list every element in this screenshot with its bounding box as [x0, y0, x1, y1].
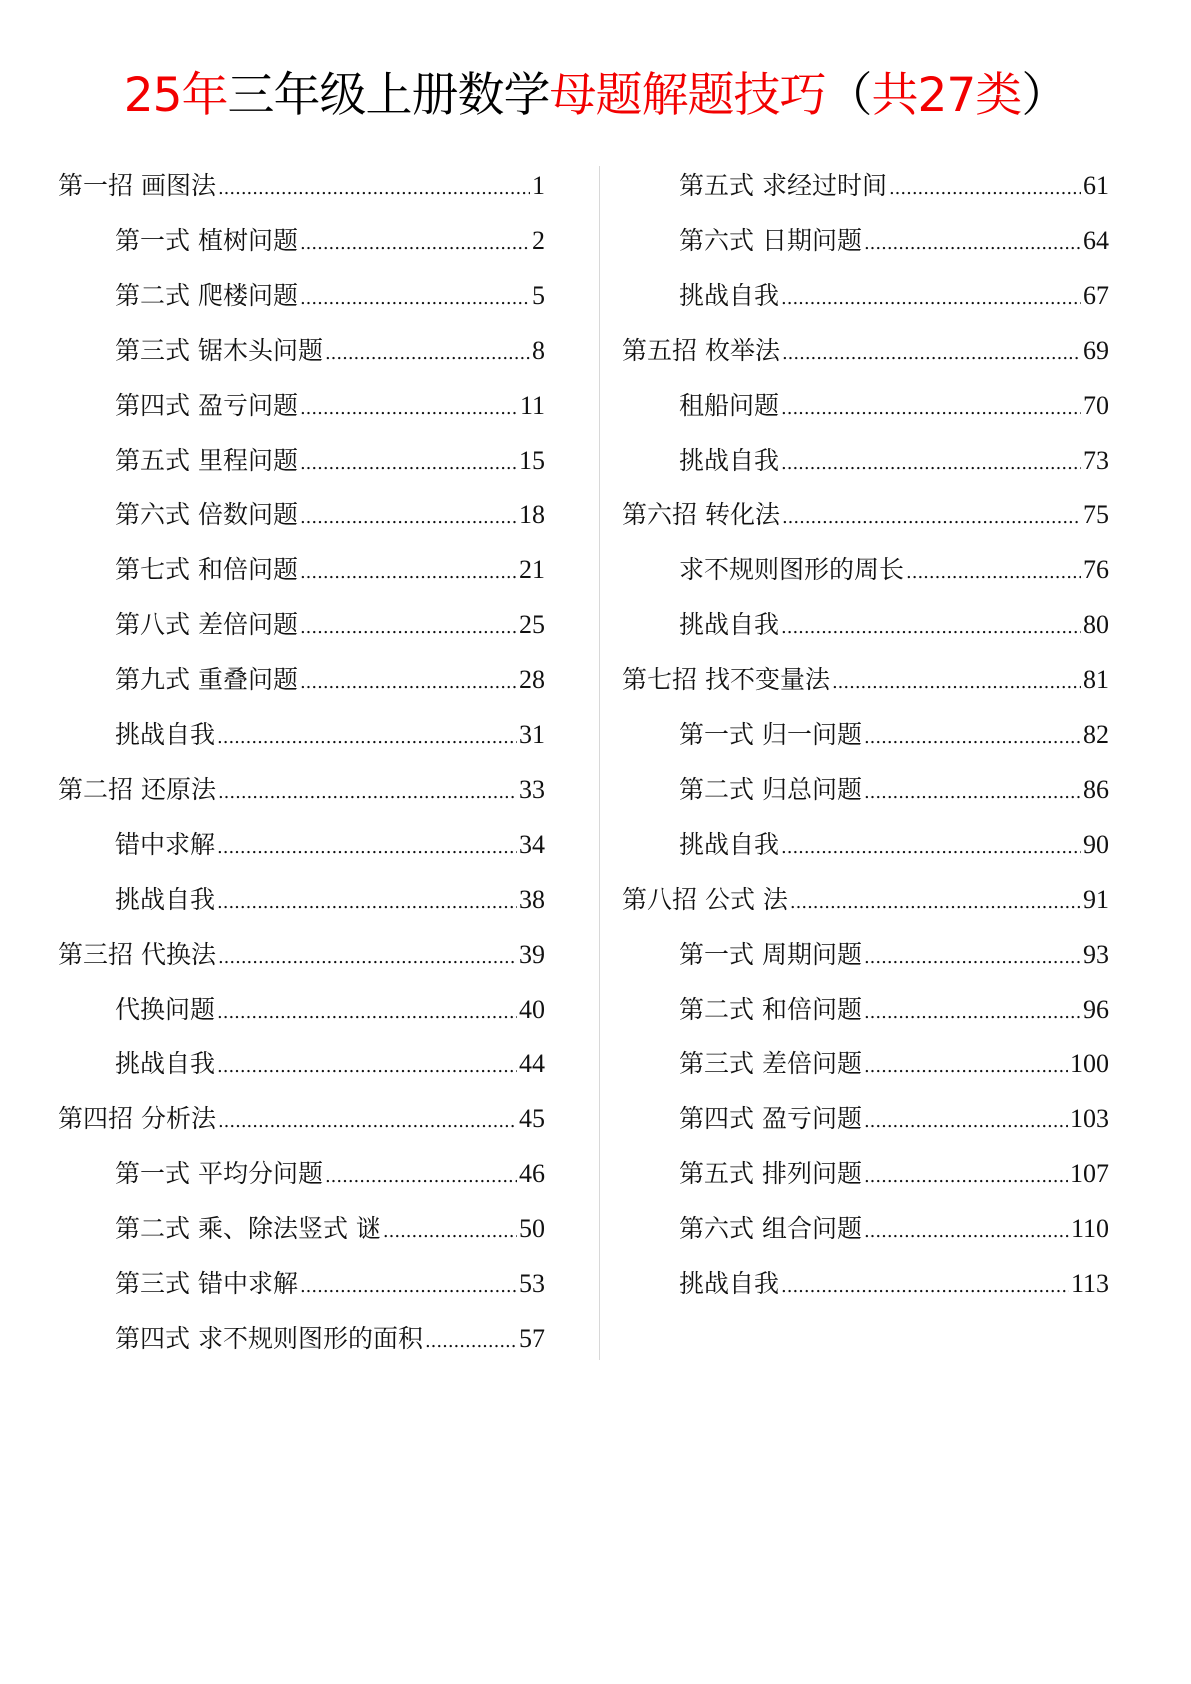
- toc-entry-label: 第五式 求经过时间: [679, 171, 887, 200]
- toc-entry-page: 40: [519, 994, 545, 1024]
- toc-entry-label: 第二式 爬楼问题: [115, 280, 298, 310]
- toc-entry-page: 67: [1083, 280, 1109, 310]
- toc-entry-label: 第七招 找不变量法: [622, 665, 830, 695]
- toc-entry-page: 15: [519, 445, 545, 475]
- toc-entry-label: 第三式 锯木头问题: [115, 335, 323, 365]
- toc-entry-page: 110: [1070, 1214, 1109, 1244]
- toc-entry-page: 34: [519, 829, 545, 859]
- toc-entry-label: 第一招 画图法: [58, 171, 216, 200]
- toc-leader-dots: [300, 666, 517, 700]
- toc-entry-page: 69: [1083, 335, 1109, 365]
- toc-entry-page: 82: [1083, 720, 1109, 749]
- toc-entry-page: 70: [1083, 390, 1109, 420]
- toc-entry-page: 8: [532, 335, 545, 365]
- toc-leader-dots: [781, 831, 1081, 865]
- toc-leader-dots: [218, 941, 517, 975]
- toc-entry-page: 75: [1083, 500, 1109, 530]
- title-topic: 母题解题技巧: [549, 68, 826, 123]
- toc-entry-page: 31: [519, 720, 545, 749]
- toc-entry-label: 求不规则图形的周长: [679, 555, 905, 585]
- toc-entry[interactable]: [58, 1102, 545, 1136]
- toc-leader-dots: [300, 1270, 517, 1304]
- toc-leader-dots: [781, 447, 1081, 481]
- toc-entry-label: 代换问题: [115, 994, 216, 1024]
- title-paren-close: ）: [1021, 68, 1068, 123]
- toc-entry-label: 第二式 归总问题: [679, 774, 862, 804]
- toc-leader-dots: [832, 666, 1081, 700]
- toc-entry-label: 第四式 盈亏问题: [679, 1104, 862, 1134]
- toc-entry[interactable]: [115, 828, 545, 862]
- toc-entry-page: 81: [1083, 665, 1109, 695]
- toc-entry-label: 第六式 组合问题: [679, 1214, 862, 1244]
- toc-leader-dots: [383, 1215, 517, 1249]
- toc-leader-dots: [781, 392, 1081, 426]
- toc-entry[interactable]: [679, 1267, 1109, 1301]
- toc-leader-dots: [300, 282, 530, 316]
- toc-leader-dots: [864, 1105, 1068, 1139]
- toc-entry[interactable]: [679, 1157, 1109, 1191]
- toc-entry[interactable]: [679, 1212, 1109, 1246]
- toc-entry-label: 挑战自我: [115, 1049, 216, 1079]
- toc-entry-page: 2: [532, 225, 545, 255]
- toc-leader-dots: [425, 1325, 517, 1359]
- toc-entry-label: 第二式 乘、除法竖式 谜: [115, 1214, 381, 1244]
- toc-entry[interactable]: [679, 608, 1109, 642]
- toc-entry-label: 第一式 植树问题: [115, 225, 298, 255]
- toc-entry-label: 第三式 差倍问题: [679, 1049, 862, 1079]
- toc-entry-page: 45: [519, 1104, 545, 1134]
- toc-leader-dots: [864, 1050, 1068, 1084]
- toc-entry-label: 第四式 盈亏问题: [115, 390, 298, 420]
- toc-entry-page: 61: [1083, 171, 1109, 200]
- toc-entry-page: 1: [532, 171, 545, 200]
- toc-leader-dots: [325, 1160, 517, 1194]
- toc-entry-label: 错中求解: [115, 829, 216, 859]
- toc-leader-dots: [218, 1105, 517, 1139]
- toc-entry[interactable]: [622, 883, 1109, 917]
- toc-entry-label: 挑战自我: [679, 445, 780, 475]
- toc-entry-page: 11: [519, 390, 545, 420]
- toc-entry-page: 57: [519, 1323, 545, 1353]
- toc-leader-dots: [782, 337, 1081, 371]
- toc-entry-page: 53: [519, 1269, 545, 1298]
- toc-entry-label: 第七式 和倍问题: [115, 555, 298, 585]
- toc-entry[interactable]: [115, 883, 545, 917]
- toc-entry-page: 21: [519, 555, 545, 585]
- toc-entry[interactable]: [115, 1157, 545, 1191]
- toc-leader-dots: [781, 1270, 1069, 1304]
- toc-leader-dots: [217, 721, 517, 755]
- toc-entry[interactable]: [622, 498, 1109, 532]
- toc-entry[interactable]: [115, 389, 545, 423]
- toc-entry-page: 28: [519, 665, 545, 695]
- toc-entry-page: 76: [1083, 555, 1109, 585]
- toc-entry[interactable]: [679, 938, 1109, 972]
- toc-entry-page: 100: [1070, 1049, 1109, 1079]
- toc-entry-page: 5: [532, 280, 545, 310]
- toc-entry-page: 18: [519, 500, 545, 530]
- toc-leader-dots: [300, 447, 517, 481]
- toc-entry-label: 第三招 代换法: [58, 939, 216, 969]
- toc-entry-label: 第八式 差倍问题: [115, 610, 298, 640]
- toc-entry-page: 33: [519, 774, 545, 804]
- toc-leader-dots: [218, 776, 517, 810]
- toc-leader-dots: [300, 227, 530, 261]
- toc-entry-page: 50: [519, 1214, 545, 1244]
- toc-leader-dots: [300, 611, 517, 645]
- page-title: [0, 58, 1191, 125]
- toc-leader-dots: [864, 996, 1081, 1030]
- toc-leader-dots: [906, 556, 1081, 590]
- toc-leader-dots: [217, 831, 517, 865]
- toc-entry[interactable]: [115, 663, 545, 697]
- toc-entry-label: 挑战自我: [679, 829, 780, 859]
- toc-leader-dots: [217, 996, 517, 1030]
- toc-entry[interactable]: [622, 663, 1109, 697]
- toc-entry-page: 39: [519, 939, 545, 969]
- toc-entry[interactable]: [115, 1267, 545, 1301]
- toc-entry-label: 第六招 转化法: [622, 500, 780, 530]
- toc-entry-page: 91: [1083, 884, 1109, 914]
- toc-entry-label: 第三式 错中求解: [115, 1269, 298, 1298]
- toc-entry-page: 86: [1083, 774, 1109, 804]
- toc-entry-page: 90: [1083, 829, 1109, 859]
- toc-entry-label: 挑战自我: [679, 610, 780, 640]
- column-divider: [599, 166, 600, 1360]
- toc-leader-dots: [781, 611, 1081, 645]
- toc-entry[interactable]: [679, 773, 1109, 807]
- toc-entry-label: 第六式 倍数问题: [115, 500, 298, 530]
- toc-entry-label: 第一式 周期问题: [679, 939, 862, 969]
- toc-entry-label: 第一式 平均分问题: [115, 1159, 323, 1189]
- toc-entry[interactable]: [58, 938, 545, 972]
- toc-entry[interactable]: [115, 718, 545, 752]
- title-count: 共27类: [871, 68, 1022, 123]
- toc-entry-label: 第二招 还原法: [58, 774, 216, 804]
- toc-entry-page: 38: [519, 884, 545, 914]
- toc-entry-page: 25: [519, 610, 545, 640]
- toc-entry-label: 挑战自我: [679, 1269, 780, 1298]
- toc-entry[interactable]: [115, 993, 545, 1027]
- toc-leader-dots: [217, 886, 517, 920]
- toc-entry-label: 第九式 重叠问题: [115, 665, 298, 695]
- toc-entry[interactable]: [679, 1102, 1109, 1136]
- toc-entry[interactable]: [679, 224, 1109, 258]
- toc-leader-dots: [790, 886, 1081, 920]
- toc-entry[interactable]: [115, 1212, 545, 1246]
- toc-leader-dots: [217, 1050, 517, 1084]
- toc-entry-label: 第八招 公式 法: [622, 884, 788, 914]
- toc-entry[interactable]: [622, 334, 1109, 368]
- toc-entry[interactable]: [679, 993, 1109, 1027]
- toc-leader-dots: [864, 776, 1081, 810]
- toc-entry-label: 租船问题: [679, 390, 780, 420]
- toc-entry-label: 第四招 分析法: [58, 1104, 216, 1134]
- toc-entry-page: 96: [1083, 994, 1109, 1024]
- toc-leader-dots: [782, 501, 1081, 535]
- toc-entry-page: 64: [1083, 225, 1109, 255]
- toc-entry[interactable]: [115, 444, 545, 478]
- toc-entry-label: 第四式 求不规则图形的面积: [115, 1323, 423, 1353]
- toc-entry-label: 第一式 归一问题: [679, 720, 862, 749]
- toc-entry-page: 44: [519, 1049, 545, 1079]
- title-year: 25年: [123, 68, 228, 123]
- toc-entry[interactable]: [115, 1047, 545, 1081]
- toc-entry[interactable]: [679, 1047, 1109, 1081]
- toc-entry[interactable]: [115, 334, 545, 368]
- toc-entry[interactable]: [679, 828, 1109, 862]
- toc-entry[interactable]: [115, 498, 545, 532]
- toc-entry-label: 挑战自我: [115, 720, 216, 749]
- title-grade: 三年级上册数学: [227, 68, 550, 123]
- toc-entry-label: 挑战自我: [679, 280, 780, 310]
- toc-entry-label: 第六式 日期问题: [679, 225, 862, 255]
- toc-entry[interactable]: [679, 718, 1109, 752]
- toc-entry-page: 107: [1070, 1159, 1109, 1189]
- toc-entry[interactable]: [115, 1322, 545, 1356]
- toc-entry[interactable]: [58, 773, 545, 807]
- toc-entry[interactable]: [679, 279, 1109, 313]
- toc-leader-dots: [218, 172, 530, 206]
- toc-entry-page: 93: [1083, 939, 1109, 969]
- toc-leader-dots: [781, 282, 1081, 316]
- toc-entry[interactable]: [115, 608, 545, 642]
- toc-entry-label: 第五式 里程问题: [115, 445, 298, 475]
- toc-entry[interactable]: [115, 224, 545, 258]
- toc-entry-label: 第二式 和倍问题: [679, 994, 862, 1024]
- toc-entry-page: 80: [1083, 610, 1109, 640]
- toc-leader-dots: [300, 556, 517, 590]
- toc-entry[interactable]: [679, 553, 1109, 587]
- toc-entry[interactable]: [58, 169, 545, 203]
- toc-entry-page: 73: [1083, 445, 1109, 475]
- toc-leader-dots: [864, 941, 1081, 975]
- toc-leader-dots: [300, 392, 518, 426]
- toc-leader-dots: [889, 172, 1081, 206]
- toc-leader-dots: [864, 1160, 1068, 1194]
- toc-leader-dots: [300, 501, 517, 535]
- toc-entry[interactable]: [679, 169, 1109, 203]
- toc-entry[interactable]: [679, 389, 1109, 423]
- toc-entry-page: 113: [1070, 1269, 1109, 1298]
- toc-entry-label: 第五招 枚举法: [622, 335, 780, 365]
- toc-leader-dots: [864, 721, 1081, 755]
- toc-entry-label: 第五式 排列问题: [679, 1159, 862, 1189]
- toc-leader-dots: [325, 337, 530, 371]
- toc-entry-page: 103: [1070, 1104, 1109, 1134]
- toc-entry-label: 挑战自我: [115, 884, 216, 914]
- toc-entry-page: 46: [519, 1159, 545, 1189]
- toc-entry[interactable]: [115, 279, 545, 313]
- title-paren-open: （: [825, 68, 872, 123]
- toc-leader-dots: [864, 227, 1081, 261]
- toc-leader-dots: [864, 1215, 1069, 1249]
- toc-entry[interactable]: [679, 444, 1109, 478]
- toc-entry[interactable]: [115, 553, 545, 587]
